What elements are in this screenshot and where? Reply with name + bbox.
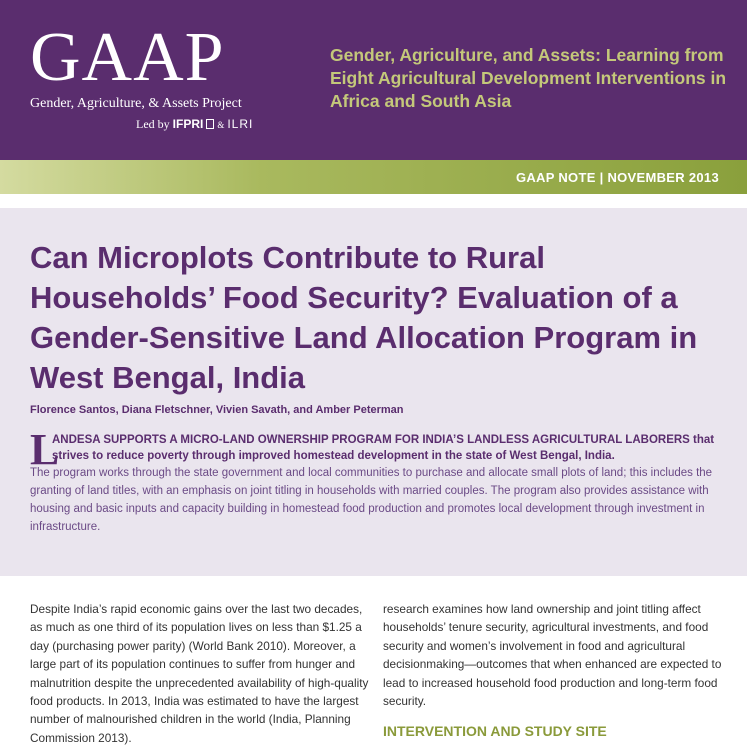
note-date: GAAP NOTE | NOVEMBER 2013 bbox=[515, 170, 719, 185]
body-column-right: research examines how land ownership and joint titling affect households’ tenure security, agricultural investments, and food security and women’s involvement in food and agricultural decisionmaking—outcomes that when enhanced are expected to lead to increased household food production and long-term food security. bbox=[383, 602, 722, 709]
ifpri-mark-icon bbox=[206, 119, 214, 129]
page-title: Can Microplots Contribute to Rural Households’ Food Security? Evaluation of a Gender-Sensitive Land Allocation Program in West Bengal, India bbox=[30, 240, 698, 395]
logo-subtitle: Gender, Agriculture, & Assets Project bbox=[30, 96, 242, 111]
led-by-line bbox=[136, 117, 253, 132]
gaap-logo: GAAP bbox=[30, 19, 225, 96]
body-column-left: Despite India’s rapid economic gains over the last two decades, as much as one third of its population lives on less than $1.25 a day (purchasing power parity) (World Bank 2010). Moreover, a large part of its population continues to suffer from hunger and malnutrition despite the unprecedented availability of high-quality food products. In 2013, India was estimated to have the largest number of malnourished children in the world (India, Planning Commission 2013). bbox=[30, 602, 369, 745]
led-by-prefix: Led by bbox=[136, 117, 170, 131]
authors: Florence Santos, Diana Fletschner, Vivien Savath, and Amber Peterman bbox=[30, 404, 404, 416]
ifpri-logo: IFPRI bbox=[172, 117, 204, 131]
lead-summary-bold: ANDESA SUPPORTS A MICRO-LAND OWNERSHIP PROGRAM FOR INDIA’S LANDLESS AGRICULTURAL LABORERS that strives to reduce poverty through improved homestead development in the state of West Bengal, India. bbox=[52, 434, 715, 462]
drop-cap: L bbox=[30, 425, 60, 474]
header-banner bbox=[0, 0, 747, 160]
series-tagline: Gender, Agriculture, and Assets: Learning from Eight Agricultural Development Interventions in Africa and South Asia bbox=[330, 45, 727, 111]
ilri-logo: ILRI bbox=[227, 117, 254, 131]
led-by-amp: & bbox=[217, 120, 225, 130]
section-heading: INTERVENTION AND STUDY SITE bbox=[383, 723, 607, 739]
lead-summary-body: The program works through the state government and local communities to purchase and allocate small plots of land; this includes the granting of land titles, with an emphasis on joint titling in households with married couples. The program also provides assistance with housing and basic inputs and capacity building in homestead food production and promotes local development through investment in infrastructure. bbox=[30, 467, 713, 533]
note-banner bbox=[0, 160, 747, 194]
divider bbox=[0, 194, 747, 208]
